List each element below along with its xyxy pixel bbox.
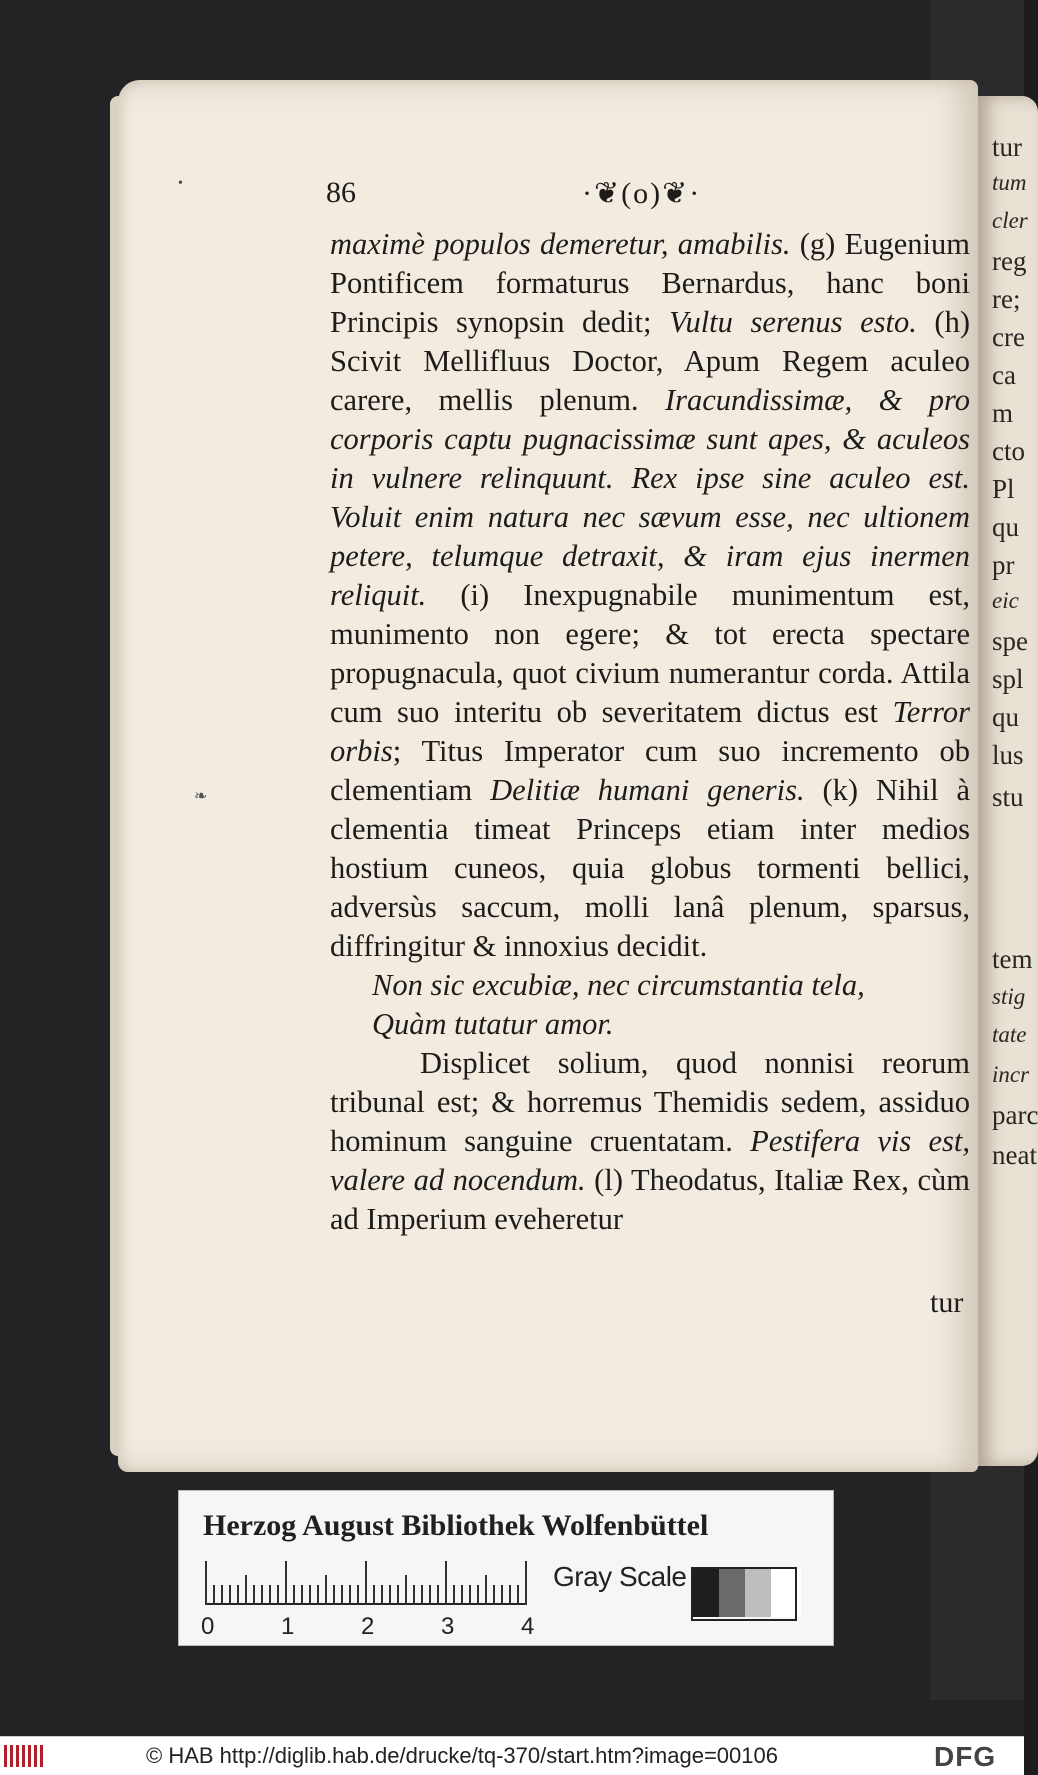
text-roman: (k) Nihil à clementia timeat Princeps etiam inter medios hostium cuneos, quia globus tormenti bellici, adversùs saccum, molli lanâ plenum, sparsus, diffringitur & innoxius decidit. xyxy=(330,773,970,963)
ruler-number: 1 xyxy=(281,1613,295,1640)
ruler-tick xyxy=(245,1575,247,1605)
page-header xyxy=(326,176,971,216)
ruler-tick xyxy=(477,1585,479,1605)
ruler-tick xyxy=(229,1585,231,1605)
text-italic: Terror orbis xyxy=(330,695,970,768)
ruler-tick xyxy=(237,1585,239,1605)
ruler-tick xyxy=(277,1585,279,1605)
facing-page-fragment: spl xyxy=(992,664,1024,694)
text-roman: (l) Theodatus, Italiæ Rex, cùm ad Imperium eveheretur xyxy=(330,1163,970,1236)
ruler-tick xyxy=(333,1585,335,1605)
text-roman: (i) Inexpugnabile munimentum est, munimento non egere; & tot erecta spectare propugnacula, quot civium numerantur corda. Attila cum suo interitu ob severitatem dictus est xyxy=(330,578,970,729)
facing-page-fragment: cre xyxy=(992,322,1025,352)
ruler-tick xyxy=(501,1585,503,1605)
facing-page-fragment: tem xyxy=(992,944,1033,974)
ruler-tick xyxy=(325,1575,327,1605)
margin-dot: • xyxy=(178,176,183,191)
facing-page-fragment: m xyxy=(992,398,1014,428)
facing-page-fragment: qu xyxy=(992,702,1019,732)
dfg-logo: DFG xyxy=(934,1741,997,1772)
text-italic: Vultu serenus esto. xyxy=(669,305,917,339)
ruler-tick xyxy=(461,1585,463,1605)
ruler-tick xyxy=(309,1585,311,1605)
facing-page-fragment: lus xyxy=(992,740,1024,770)
facing-page-fragment: qu xyxy=(992,512,1019,542)
page-body-text xyxy=(330,225,970,1239)
facing-page-fragment: cler xyxy=(992,208,1028,233)
ruler-tick xyxy=(413,1585,415,1605)
facing-page-fragment: neat xyxy=(992,1140,1037,1170)
ruler-tick xyxy=(357,1585,359,1605)
catchword: tur xyxy=(930,1286,964,1319)
facing-page-fragment: eic xyxy=(992,588,1019,613)
color-calibration-card xyxy=(178,1490,834,1646)
ruler-tick xyxy=(293,1585,295,1605)
ruler-tick xyxy=(397,1585,399,1605)
facing-page-fragment: parc xyxy=(992,1100,1038,1130)
facing-page-edge xyxy=(978,96,1038,1466)
ruler-tick xyxy=(493,1585,495,1605)
ruler-number: 2 xyxy=(361,1613,375,1640)
margin-smudge: ❧ xyxy=(194,788,208,805)
facing-page-fragment: Pl xyxy=(992,474,1015,504)
ruler-tick xyxy=(445,1561,447,1605)
ruler-tick xyxy=(421,1585,423,1605)
facing-page-fragment: reg xyxy=(992,246,1027,276)
ruler-number: 3 xyxy=(441,1613,455,1640)
ruler-tick xyxy=(525,1561,527,1605)
verse-line-2: Quàm tutatur amor. xyxy=(372,1007,614,1041)
paragraph-2 xyxy=(330,1044,970,1239)
ruler-tick xyxy=(285,1561,287,1605)
ruler-tick xyxy=(469,1585,471,1605)
text-italic: maximè populos demeretur, amabilis. xyxy=(330,227,791,261)
text-italic: Delitiæ humani generis. xyxy=(490,773,805,807)
ruler-number: 4 xyxy=(521,1613,535,1640)
text-roman: (g) Eugenium Pontificem formaturus Bernardus, hanc boni Principis synopsin dedit; xyxy=(330,227,970,339)
facing-page-fragment: spe xyxy=(992,626,1028,656)
ruler-tick xyxy=(389,1585,391,1605)
facing-page-fragment: pr xyxy=(992,550,1015,580)
text-roman: Displicet solium, quod nonnisi reorum tribunal est; & horremus Themidis sedem, assiduo hominum sanguine cruentatam. xyxy=(330,1046,970,1158)
hab-logo-icon xyxy=(4,1745,44,1767)
facing-page-fragment: incr xyxy=(992,1062,1030,1087)
ruler-tick xyxy=(405,1575,407,1605)
source-link[interactable]: © HAB http://diglib.hab.de/drucke/tq-370/start.htm?image=00106 xyxy=(146,1743,778,1768)
ruler-tick xyxy=(485,1575,487,1605)
ruler-tick xyxy=(381,1585,383,1605)
facing-page-fragment: stig xyxy=(992,984,1026,1009)
header-ornament: ·❦(o)❦· xyxy=(582,177,702,210)
ruler-tick xyxy=(429,1585,431,1605)
ruler-tick xyxy=(213,1585,215,1605)
ruler-tick xyxy=(205,1561,207,1605)
verse-line-1: Non sic excubiæ, nec circumstantia tela, xyxy=(372,968,865,1002)
ruler-tick xyxy=(349,1585,351,1605)
ruler-tick xyxy=(509,1585,511,1605)
ruler-tick xyxy=(269,1585,271,1605)
text-roman: ; Titus Imperator cum suo incremento ob clementiam xyxy=(330,734,970,807)
ruler-tick xyxy=(453,1585,455,1605)
viewer-footer xyxy=(0,1736,1024,1775)
ruler-tick xyxy=(221,1585,223,1605)
page-number: 86 xyxy=(326,176,356,209)
gray-scale-label: Gray Scale xyxy=(553,1561,687,1592)
facing-page-fragment: tate xyxy=(992,1022,1027,1047)
facing-page-fragment: re; xyxy=(992,284,1021,314)
library-name: Herzog August Bibliothek Wolfenbüttel xyxy=(203,1509,709,1542)
ruler-tick xyxy=(437,1585,439,1605)
facing-page-fragment: tur xyxy=(992,132,1022,162)
scale-ruler xyxy=(205,1561,525,1605)
gray-scale-frame xyxy=(691,1567,797,1621)
ruler-tick xyxy=(341,1585,343,1605)
ruler-tick xyxy=(373,1585,375,1605)
facing-page-fragment: cto xyxy=(992,436,1025,466)
ruler-tick xyxy=(253,1585,255,1605)
ruler-number: 0 xyxy=(201,1613,215,1640)
text-roman: (h) Scivit Mellifluus Doctor, Apum Regem aculeo carere, mellis plenum. xyxy=(330,305,970,417)
facing-page-fragment: ca xyxy=(992,360,1016,390)
ruler-tick xyxy=(261,1585,263,1605)
text-italic: Iracundissimæ, & pro corporis captu pugnacissimæ sunt apes, & aculeos in vulnere relinquunt. Rex ipse sine aculeo est. Voluit enim natura nec sævum esse, nec ultionem petere, telumque detraxit, & iram ejus inermen reliquit. xyxy=(330,383,970,612)
ruler-tick xyxy=(365,1561,367,1605)
paragraph-1 xyxy=(330,225,970,966)
ruler-tick xyxy=(517,1585,519,1605)
ruler-tick xyxy=(317,1585,319,1605)
facing-page-fragment: tum xyxy=(992,170,1027,195)
text-italic: Pestifera vis est, valere ad nocendum. xyxy=(330,1124,970,1197)
ruler-tick xyxy=(301,1585,303,1605)
facing-page-fragment: stu xyxy=(992,782,1024,812)
